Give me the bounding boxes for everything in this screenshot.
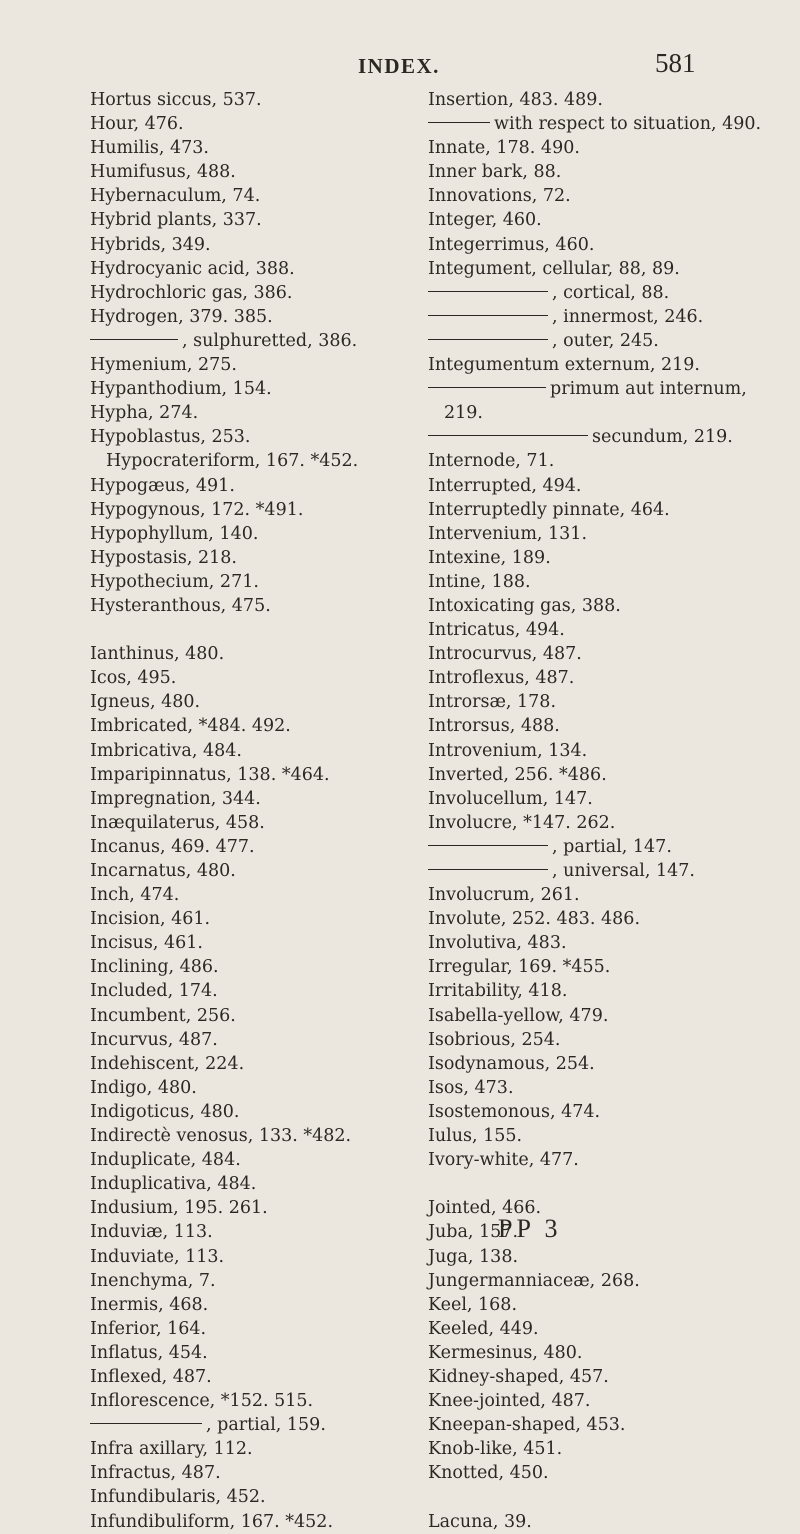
index-entry-text: Indigo, 480. xyxy=(90,1077,197,1098)
index-entry xyxy=(90,88,420,112)
index-entry-text: Intine, 188. xyxy=(428,571,531,592)
index-entry-text: Isostemonous, 474. xyxy=(428,1101,601,1122)
index-entry xyxy=(90,1437,420,1461)
index-entry xyxy=(90,763,420,787)
index-entry-text: 219. xyxy=(444,403,483,424)
index-entry-text: Inverted, 256. *486. xyxy=(428,764,607,785)
index-entry xyxy=(428,955,790,979)
index-entry xyxy=(428,353,790,377)
index-entry-text: Intexine, 189. xyxy=(428,547,551,568)
index-entry-text: Introcurvus, 487. xyxy=(428,644,582,665)
index-entry-text: Igneus, 480. xyxy=(90,692,201,713)
index-entry xyxy=(90,979,420,1003)
index-entry-text: Incumbent, 256. xyxy=(90,1005,236,1026)
index-entry-text: Hour, 476. xyxy=(90,114,184,135)
index-entry xyxy=(428,184,790,208)
index-entry-text: Keel, 168. xyxy=(428,1294,518,1315)
index-entry-text: Incanus, 469. 477. xyxy=(90,836,255,857)
index-entry-text: Involute, 252. 483. 486. xyxy=(428,909,641,930)
index-entry-text: , innermost, 246. xyxy=(552,306,704,327)
index-entry-text: Imparipinnatus, 138. *464. xyxy=(90,764,330,785)
index-entry-text: Hybernaculum, 74. xyxy=(90,186,261,207)
index-entry xyxy=(428,1293,790,1317)
index-entry-text: Hypoblastus, 253. xyxy=(90,427,251,448)
index-entry xyxy=(90,883,420,907)
index-entry xyxy=(428,257,790,281)
index-entry xyxy=(428,1124,790,1148)
index-entry-text: Hymenium, 275. xyxy=(90,355,237,376)
index-entry xyxy=(428,666,790,690)
ditto-dash xyxy=(428,122,490,123)
index-entry xyxy=(428,1076,790,1100)
index-entry xyxy=(90,377,420,401)
index-entry xyxy=(428,739,790,763)
index-entry-text: Knee-jointed, 487. xyxy=(428,1391,591,1412)
index-entry-text: Kermesinus, 480. xyxy=(428,1342,583,1363)
index-entry-text: Hypha, 274. xyxy=(90,403,199,424)
index-entry xyxy=(428,208,790,232)
index-entry-text: Hydrogen, 379. 385. xyxy=(90,306,273,327)
index-entry xyxy=(90,425,420,449)
index-entry xyxy=(90,160,420,184)
index-entry xyxy=(90,136,420,160)
index-entry-text: Inch, 474. xyxy=(90,885,180,906)
index-entry xyxy=(428,1461,790,1485)
index-entry-text: Juba, 157. xyxy=(428,1222,519,1243)
index-entry xyxy=(90,257,420,281)
index-entry xyxy=(90,1124,420,1148)
index-entry-text: Indusium, 195. 261. xyxy=(90,1198,268,1219)
index-entry xyxy=(428,763,790,787)
index-entry xyxy=(428,88,790,112)
index-entry-text: Introvenium, 134. xyxy=(428,740,588,761)
index-entry xyxy=(90,714,420,738)
index-entry-text: , cortical, 88. xyxy=(552,282,670,303)
index-entry xyxy=(90,1220,420,1244)
index-entry xyxy=(90,1269,420,1293)
index-entry-text: Induviæ, 113. xyxy=(90,1222,213,1243)
index-entry-text: Involucre, *147. 262. xyxy=(428,812,616,833)
index-entry xyxy=(428,281,790,305)
index-entry xyxy=(428,425,790,449)
index-entry xyxy=(90,449,420,473)
index-entry-text: Included, 174. xyxy=(90,981,218,1002)
index-entry-text: , universal, 147. xyxy=(552,861,695,881)
index-entry xyxy=(428,690,790,714)
index-entry-text: Interrupted, 494. xyxy=(428,475,582,496)
ditto-dash xyxy=(428,339,548,340)
index-entry xyxy=(428,1028,790,1052)
index-entry-text: Jungermanniaceæ, 268. xyxy=(428,1270,640,1291)
index-entry xyxy=(90,1004,420,1028)
index-entry-text: Incurvus, 487. xyxy=(90,1029,218,1050)
index-entry-text: Incisus, 461. xyxy=(90,933,203,954)
signature-mark: PP 3 xyxy=(498,1214,562,1243)
index-entry-text: Infundibularis, 452. xyxy=(90,1487,266,1508)
index-entry-text: Hysteranthous, 475. xyxy=(90,595,271,616)
index-entry-text: , partial, 147. xyxy=(552,836,672,857)
index-entry xyxy=(428,401,790,425)
ditto-dash xyxy=(428,435,588,436)
index-entry xyxy=(90,666,420,690)
index-entry-text: Isobrious, 254. xyxy=(428,1029,561,1050)
index-entry-text: Irregular, 169. *455. xyxy=(428,957,611,978)
index-entry-text: Incarnatus, 480. xyxy=(90,861,236,881)
index-entry-text: Intoxicating gas, 388. xyxy=(428,595,621,616)
index-entry-text: Indehiscent, 224. xyxy=(90,1053,245,1074)
index-entry xyxy=(428,449,790,473)
index-entry xyxy=(428,329,790,353)
index-entry xyxy=(90,522,420,546)
index-entry-text: Inferior, 164. xyxy=(90,1318,207,1339)
index-entry-text: Incision, 461. xyxy=(90,909,211,930)
index-entry-text: Inflatus, 454. xyxy=(90,1342,208,1363)
index-entry-text: Inclining, 486. xyxy=(90,957,219,978)
ditto-dash xyxy=(428,291,548,292)
index-entry xyxy=(90,474,420,498)
index-entry xyxy=(428,883,790,907)
index-entry xyxy=(90,594,420,618)
index-entry xyxy=(90,1461,420,1485)
index-entry-text: Inflorescence, *152. 515. xyxy=(90,1391,314,1412)
index-entry-text: Inæquilaterus, 458. xyxy=(90,812,265,833)
ditto-dash xyxy=(428,387,546,388)
index-entry-text: Integerrimus, 460. xyxy=(428,234,595,255)
index-entry-text: Imbricativa, 484. xyxy=(90,740,242,761)
index-entry-text: Impregnation, 344. xyxy=(90,788,261,809)
index-entry-text: Icos, 495. xyxy=(90,668,177,689)
index-entry xyxy=(428,979,790,1003)
ditto-dash xyxy=(428,845,548,846)
index-entry xyxy=(90,498,420,522)
index-entry xyxy=(428,1437,790,1461)
index-entry xyxy=(90,787,420,811)
index-entry-text: Kneepan-shaped, 453. xyxy=(428,1415,626,1436)
index-entry-text: Isos, 473. xyxy=(428,1077,514,1098)
index-entry-text: Internode, 71. xyxy=(428,451,555,472)
index-entry-text: Inenchyma, 7. xyxy=(90,1270,216,1291)
index-entry xyxy=(90,907,420,931)
index-entry-text: Iulus, 155. xyxy=(428,1126,523,1147)
index-entry xyxy=(90,112,420,136)
index-entry-text: Indigoticus, 480. xyxy=(90,1101,240,1122)
index-entry-text: Integument, cellular, 88, 89. xyxy=(428,258,680,279)
index-entry xyxy=(90,1317,420,1341)
index-entry xyxy=(428,1510,790,1534)
index-entry-text: Infundibuliform, 167. *452. xyxy=(90,1511,334,1532)
index-entry-text: , outer, 245. xyxy=(552,330,659,351)
index-entry xyxy=(428,1413,790,1437)
index-entry xyxy=(90,208,420,232)
index-entry xyxy=(90,570,420,594)
index-entry-text: Induplicativa, 484. xyxy=(90,1174,257,1195)
index-entry-text: Introrsus, 488. xyxy=(428,716,560,737)
index-entry xyxy=(90,329,420,353)
index-entry-text: Infra axillary, 112. xyxy=(90,1439,253,1460)
index-entry xyxy=(90,1389,420,1413)
index-entry-text: Juga, 138. xyxy=(428,1246,519,1267)
index-entry-text: Jointed, 466. xyxy=(428,1198,542,1219)
index-entry-text: Ianthinus, 480. xyxy=(90,644,225,665)
index-entry-text: Inflexed, 487. xyxy=(90,1366,212,1387)
index-entry xyxy=(90,1052,420,1076)
index-entry-text: , partial, 159. xyxy=(206,1415,326,1436)
index-entry-text: Kidney-shaped, 457. xyxy=(428,1366,609,1387)
index-entry xyxy=(428,160,790,184)
index-entry xyxy=(90,1148,420,1172)
index-entry xyxy=(428,618,790,642)
index-entry-text: Innate, 178. 490. xyxy=(428,138,580,159)
index-entry xyxy=(428,1341,790,1365)
index-entry-text: Involucrum, 261. xyxy=(428,885,580,906)
index-entry xyxy=(90,1100,420,1124)
index-entry xyxy=(428,835,790,859)
index-entry-text: Hybrids, 349. xyxy=(90,234,211,255)
index-entry-text: Intervenium, 131. xyxy=(428,523,588,544)
index-entry-text: Inner bark, 88. xyxy=(428,162,562,183)
index-entry xyxy=(90,1028,420,1052)
index-entry xyxy=(90,281,420,305)
index-entry xyxy=(90,1341,420,1365)
index-entry-text: Hortus siccus, 537. xyxy=(90,90,262,110)
index-entry xyxy=(90,1413,420,1437)
index-entry-text: Hydrocyanic acid, 388. xyxy=(90,258,295,279)
index-entry xyxy=(428,811,790,835)
index-entry-text: Imbricated, *484. 492. xyxy=(90,716,291,737)
index-entry-text: Intricatus, 494. xyxy=(428,620,565,641)
index-entry xyxy=(90,1196,420,1220)
index-entry-text: Ivory-white, 477. xyxy=(428,1150,579,1171)
running-head: INDEX. xyxy=(358,54,440,78)
index-entry xyxy=(428,907,790,931)
index-entry-text: Induplicate, 484. xyxy=(90,1150,241,1171)
index-entry xyxy=(90,546,420,570)
index-entry xyxy=(428,1220,790,1244)
index-entry xyxy=(90,1365,420,1389)
ditto-dash xyxy=(90,339,178,340)
index-entry-text: Hypogynous, 172. *491. xyxy=(90,499,304,520)
index-entry-text: Humifusus, 488. xyxy=(90,162,236,183)
index-entry-text: Isabella-yellow, 479. xyxy=(428,1005,609,1026)
index-entry xyxy=(428,112,790,136)
index-entry-text: Hypostasis, 218. xyxy=(90,547,237,568)
index-entry-text: Introrsæ, 178. xyxy=(428,692,557,713)
index-entry xyxy=(428,1269,790,1293)
index-entry-text: Involutiva, 483. xyxy=(428,933,567,954)
index-entry xyxy=(90,642,420,666)
index-entry-text: Knob-like, 451. xyxy=(428,1439,563,1460)
index-entry xyxy=(90,739,420,763)
index-entry-text: Involucellum, 147. xyxy=(428,788,593,809)
index-entry-text: primum aut internum, xyxy=(550,379,747,400)
index-entry xyxy=(90,955,420,979)
index-entry xyxy=(90,1172,420,1196)
index-entry-text: Hypanthodium, 154. xyxy=(90,379,272,400)
index-entry xyxy=(90,305,420,329)
index-entry-text: Keeled, 449. xyxy=(428,1318,539,1339)
index-entry-text: Hypogæus, 491. xyxy=(90,475,235,496)
index-entry xyxy=(428,931,790,955)
index-entry xyxy=(428,1196,790,1220)
index-entry xyxy=(428,859,790,883)
ditto-dash xyxy=(428,869,548,870)
index-entry xyxy=(428,1004,790,1028)
index-entry xyxy=(428,546,790,570)
index-entry-text: Hypocrateriform, 167. *452. xyxy=(106,451,359,472)
ditto-dash xyxy=(428,315,548,316)
index-entry xyxy=(90,353,420,377)
index-column-right xyxy=(428,88,790,1534)
index-entry xyxy=(428,1317,790,1341)
index-entry-text: Lacuna, 39. xyxy=(428,1511,532,1532)
index-entry xyxy=(428,522,790,546)
index-entry-text: Hypothecium, 271. xyxy=(90,571,259,592)
index-entry-text: Integumentum externum, 219. xyxy=(428,355,700,376)
index-entry xyxy=(428,1100,790,1124)
index-entry xyxy=(428,136,790,160)
index-entry xyxy=(90,184,420,208)
index-entry-text: Knotted, 450. xyxy=(428,1463,549,1484)
index-entry-text: secundum, 219. xyxy=(592,427,733,448)
page-number: 581 xyxy=(655,48,696,78)
index-entry xyxy=(428,498,790,522)
index-entry-text: Induviate, 113. xyxy=(90,1246,225,1267)
index-column-left xyxy=(90,88,420,1534)
index-entry xyxy=(90,401,420,425)
index-entry xyxy=(428,594,790,618)
index-entry xyxy=(428,1365,790,1389)
index-entry-text: Interruptedly pinnate, 464. xyxy=(428,499,670,520)
index-entry xyxy=(428,1245,790,1269)
index-entry-text: Isodynamous, 254. xyxy=(428,1053,595,1074)
index-entry xyxy=(428,474,790,498)
index-entry xyxy=(428,1389,790,1413)
index-entry-text: Introflexus, 487. xyxy=(428,668,575,689)
index-entry xyxy=(428,377,790,401)
index-entry-text: Indirectè venosus, 133. *482. xyxy=(90,1126,352,1147)
index-entry xyxy=(428,642,790,666)
index-entry-text: Inermis, 468. xyxy=(90,1294,209,1315)
index-entry-text: Hypophyllum, 140. xyxy=(90,523,259,544)
index-entry-text: Integer, 460. xyxy=(428,210,542,231)
ditto-dash xyxy=(90,1423,202,1424)
index-entry-text: Infractus, 487. xyxy=(90,1463,221,1484)
index-entry xyxy=(90,1485,420,1509)
index-entry-text: Innovations, 72. xyxy=(428,186,571,207)
index-entry xyxy=(428,233,790,257)
index-entry-text: Hybrid plants, 337. xyxy=(90,210,262,231)
index-entry xyxy=(90,1245,420,1269)
index-entry xyxy=(90,690,420,714)
index-entry xyxy=(428,787,790,811)
index-entry xyxy=(90,1510,420,1534)
index-entry-text: Irritability, 418. xyxy=(428,981,568,1002)
index-entry-text: Humilis, 473. xyxy=(90,138,209,159)
index-entry xyxy=(428,1052,790,1076)
index-entry-text: , sulphuretted, 386. xyxy=(182,330,358,351)
index-entry-text: Hydrochloric gas, 386. xyxy=(90,282,293,303)
index-entry xyxy=(90,931,420,955)
index-entry xyxy=(90,1076,420,1100)
index-entry-text: with respect to situation, 490. xyxy=(494,114,762,135)
index-entry xyxy=(90,859,420,883)
index-entry xyxy=(428,714,790,738)
index-entry xyxy=(90,233,420,257)
index-entry xyxy=(90,1293,420,1317)
index-entry xyxy=(90,811,420,835)
index-entry xyxy=(428,570,790,594)
page-header xyxy=(0,48,800,86)
index-entry xyxy=(428,1148,790,1172)
index-entry xyxy=(90,835,420,859)
index-entry-text: Insertion, 483. 489. xyxy=(428,90,603,110)
index-entry xyxy=(428,305,790,329)
